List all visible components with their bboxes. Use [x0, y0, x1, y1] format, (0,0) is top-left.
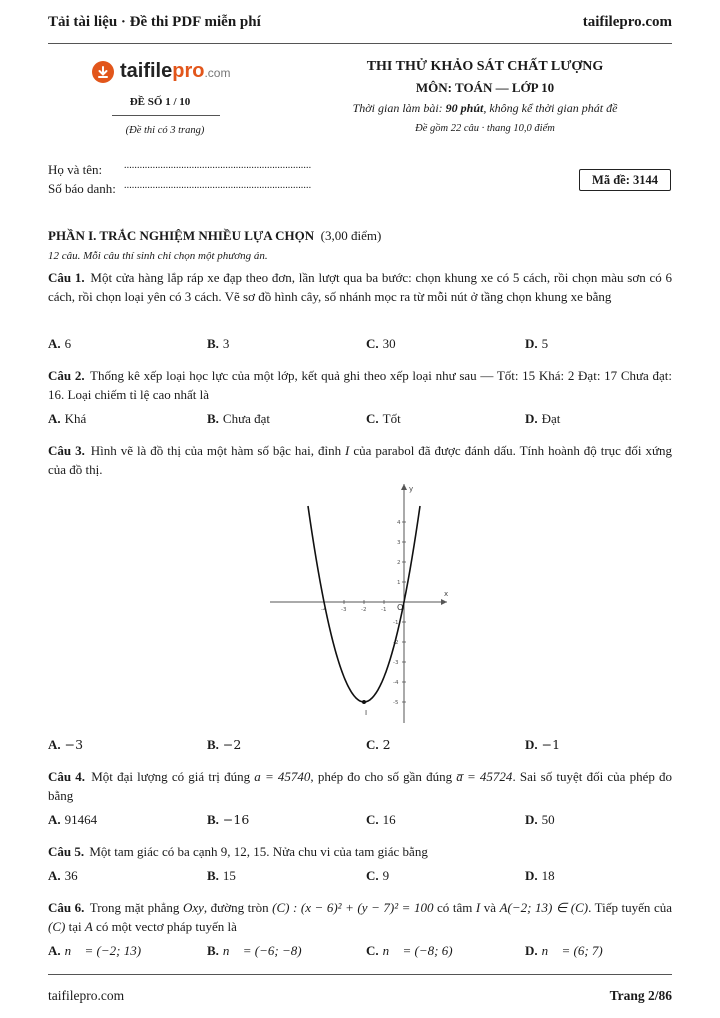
q6-options [48, 943, 684, 959]
q6-option-a[interactable]: A. n⃗ = (−2; 13) [48, 943, 142, 958]
y-tick-label: -3 [393, 660, 399, 666]
q5-text: Một tam giác có ba cạnh 9, 12, 15. Nửa chu vi của tam giác bằng [89, 844, 428, 859]
footer-left[interactable]: taifilepro.com [48, 988, 125, 1003]
time-prefix: Thời gian làm bài: [352, 101, 446, 115]
q5-option-a[interactable]: A. 36 [48, 868, 78, 883]
q3-option-d[interactable]: D. −1 [525, 737, 561, 752]
q3-label: Câu 3. [48, 443, 85, 458]
part1-note: 12 câu. Mỗi câu thí sinh chỉ chọn một phương án. [48, 250, 268, 262]
exam-time [300, 101, 670, 116]
x-axis-arrow-icon [441, 599, 447, 605]
count-note: Đề gồm 22 câu · thang 10,0 điểm [415, 123, 555, 134]
vertex-point [362, 700, 366, 704]
y-tick-label: -2 [393, 640, 399, 646]
q4-option-b[interactable]: B. −16 [207, 812, 250, 827]
name-dots[interactable]: ........................................................................ [124, 160, 312, 171]
ma-de-box: Mã đề: 3144 [579, 169, 671, 191]
q4-option-a[interactable]: A. 91464 [48, 812, 98, 827]
q6-option-b[interactable]: B. n⃗ = (−6; −8) [207, 943, 302, 958]
header-left: Tải tài liệu · Đề thi PDF miễn phí [48, 14, 261, 30]
q4-option-c[interactable]: C. 16 [366, 812, 396, 827]
question-1 [48, 268, 672, 306]
y-tick-label: 3 [397, 540, 401, 546]
time-bold: 90 phút [445, 101, 484, 115]
name-label: Họ và tên: [48, 162, 103, 177]
y-tick-label: -5 [393, 700, 399, 706]
pages-note: (Đề thi có 3 trang) [125, 125, 205, 136]
question-4: Câu 4. Một đại lượng có giá trị đúng a = 45740, phép đo cho số gần đúng a̅ = 45724. Sai số tuyệt đối của phép đo bằng [48, 769, 673, 803]
question-2 [48, 366, 672, 404]
q1-option-b[interactable]: B. 3 [207, 336, 230, 351]
exam-title: THI THỬ KHẢO SÁT CHẤT LƯỢNG [366, 59, 604, 74]
q3-options [48, 737, 684, 753]
de-so: ĐỀ SỐ 1 / 10 [129, 96, 191, 108]
vertex-label: I [365, 709, 368, 717]
x-tick-label: -4 [321, 607, 327, 613]
x-tick-label: -1 [381, 607, 387, 613]
y-tick-label: -4 [393, 680, 399, 686]
logo-suffix: .com [204, 66, 231, 80]
q2-option-c[interactable]: C. Tốt [366, 411, 401, 426]
logo-main: taifile [120, 60, 173, 82]
q3-option-a[interactable]: A. −3 [48, 737, 84, 752]
footer-right: Trang 2/86 [609, 988, 672, 1003]
parabola-graph [265, 478, 455, 728]
logo [92, 60, 230, 83]
id-dots[interactable]: ........................................................................ [124, 180, 312, 191]
question-5 [48, 842, 672, 861]
y-tick-label: 4 [397, 520, 401, 526]
x-axis-label: x [444, 590, 449, 598]
q6-label: Câu 6. [48, 900, 85, 915]
q1-option-d[interactable]: D. 5 [525, 336, 549, 351]
q2-label: Câu 2. [48, 368, 85, 383]
de-so-divider [112, 115, 220, 116]
y-axis-arrow-icon [401, 484, 407, 490]
y-tick-label: 1 [397, 580, 401, 586]
q2-option-a[interactable]: A. Khá [48, 411, 87, 426]
q3-option-c[interactable]: C. 2 [366, 737, 391, 752]
q2-option-b[interactable]: B. Chưa đạt [207, 411, 271, 426]
q4-label: Câu 4. [48, 769, 86, 784]
q2-option-d[interactable]: D. Đạt [525, 411, 561, 426]
y-axis-label: y [409, 485, 414, 493]
q3-option-b[interactable]: B. −2 [207, 737, 242, 752]
part1-title: PHẦN I. TRẮC NGHIỆM NHIỀU LỰA CHỌN [48, 228, 315, 243]
q5-option-b[interactable]: B. 15 [207, 868, 236, 883]
question-3: Câu 3. Hình vẽ là đồ thị của một hàm số bậc hai, đỉnh I của parabol đã được đánh dấu. Tính hoành độ trục đối xứng của đồ thị. [48, 443, 673, 477]
x-tick-label: -3 [341, 607, 347, 613]
exam-subject: MÔN: TOÁN — LỚP 10 [415, 80, 555, 95]
part1-points: (3,00 điểm) [320, 228, 382, 243]
q4-option-d[interactable]: D. 50 [525, 812, 555, 827]
q2-options [48, 411, 684, 427]
part1-heading [48, 228, 381, 244]
q5-option-c[interactable]: C. 9 [366, 868, 390, 883]
logo-accent: pro [172, 60, 205, 82]
origin-label: O [397, 603, 404, 612]
q4-options [48, 812, 684, 828]
q1-label: Câu 1. [48, 270, 85, 285]
id-label: Số báo danh: [48, 181, 116, 196]
download-arrow-icon [92, 61, 114, 83]
q6-option-c[interactable]: C. n⃗ = (−8; 6) [366, 943, 453, 958]
q1-options [48, 336, 684, 352]
y-tick-label: 2 [397, 560, 401, 566]
q6-option-d[interactable]: D. n⃗ = (6; 7) [525, 943, 603, 958]
logo-text [120, 60, 230, 83]
q5-label: Câu 5. [48, 844, 85, 859]
q2-text: Thống kê xếp loại học lực của một lớp, kết quả ghi theo xếp loại như sau — Tốt: 15 Khá: 2 Đạt: 17 Chưa đạt: 16. Loại chiếm tỉ lệ cao nhất là [48, 368, 672, 402]
time-suffix: , không kể thời gian phát đề [483, 101, 618, 115]
header-divider [48, 43, 672, 44]
y-tick-label: -1 [393, 620, 399, 626]
q1-option-c[interactable]: C. 30 [366, 336, 396, 351]
q5-option-d[interactable]: D. 18 [525, 868, 555, 883]
x-tick-label: -2 [361, 607, 367, 613]
q1-option-a[interactable]: A. 6 [48, 336, 72, 351]
header-right[interactable]: taifilepro.com [582, 14, 672, 30]
q1-text: Một cửa hàng lắp ráp xe đạp theo đơn, lần lượt qua ba bước: chọn khung xe có 5 cách, rồi chọn màu sơn có 6 cách, rồi chọn loại yên có 3 cách. Vẽ sơ đồ hình cây, số nhánh mọc ra từ mỗi nút ở tầng chọn khung xe bằng [48, 270, 673, 304]
footer-divider [48, 974, 672, 975]
q5-options [48, 868, 684, 884]
question-6: Câu 6. Trong mặt phẳng Oxy, đường tròn (C) : (x − 6)² + (y − 7)² = 100 có tâm I và A(−2; 13) ∈ (C). Tiếp tuyến của (C) tại A có một vectơ pháp tuyến là [48, 900, 673, 934]
